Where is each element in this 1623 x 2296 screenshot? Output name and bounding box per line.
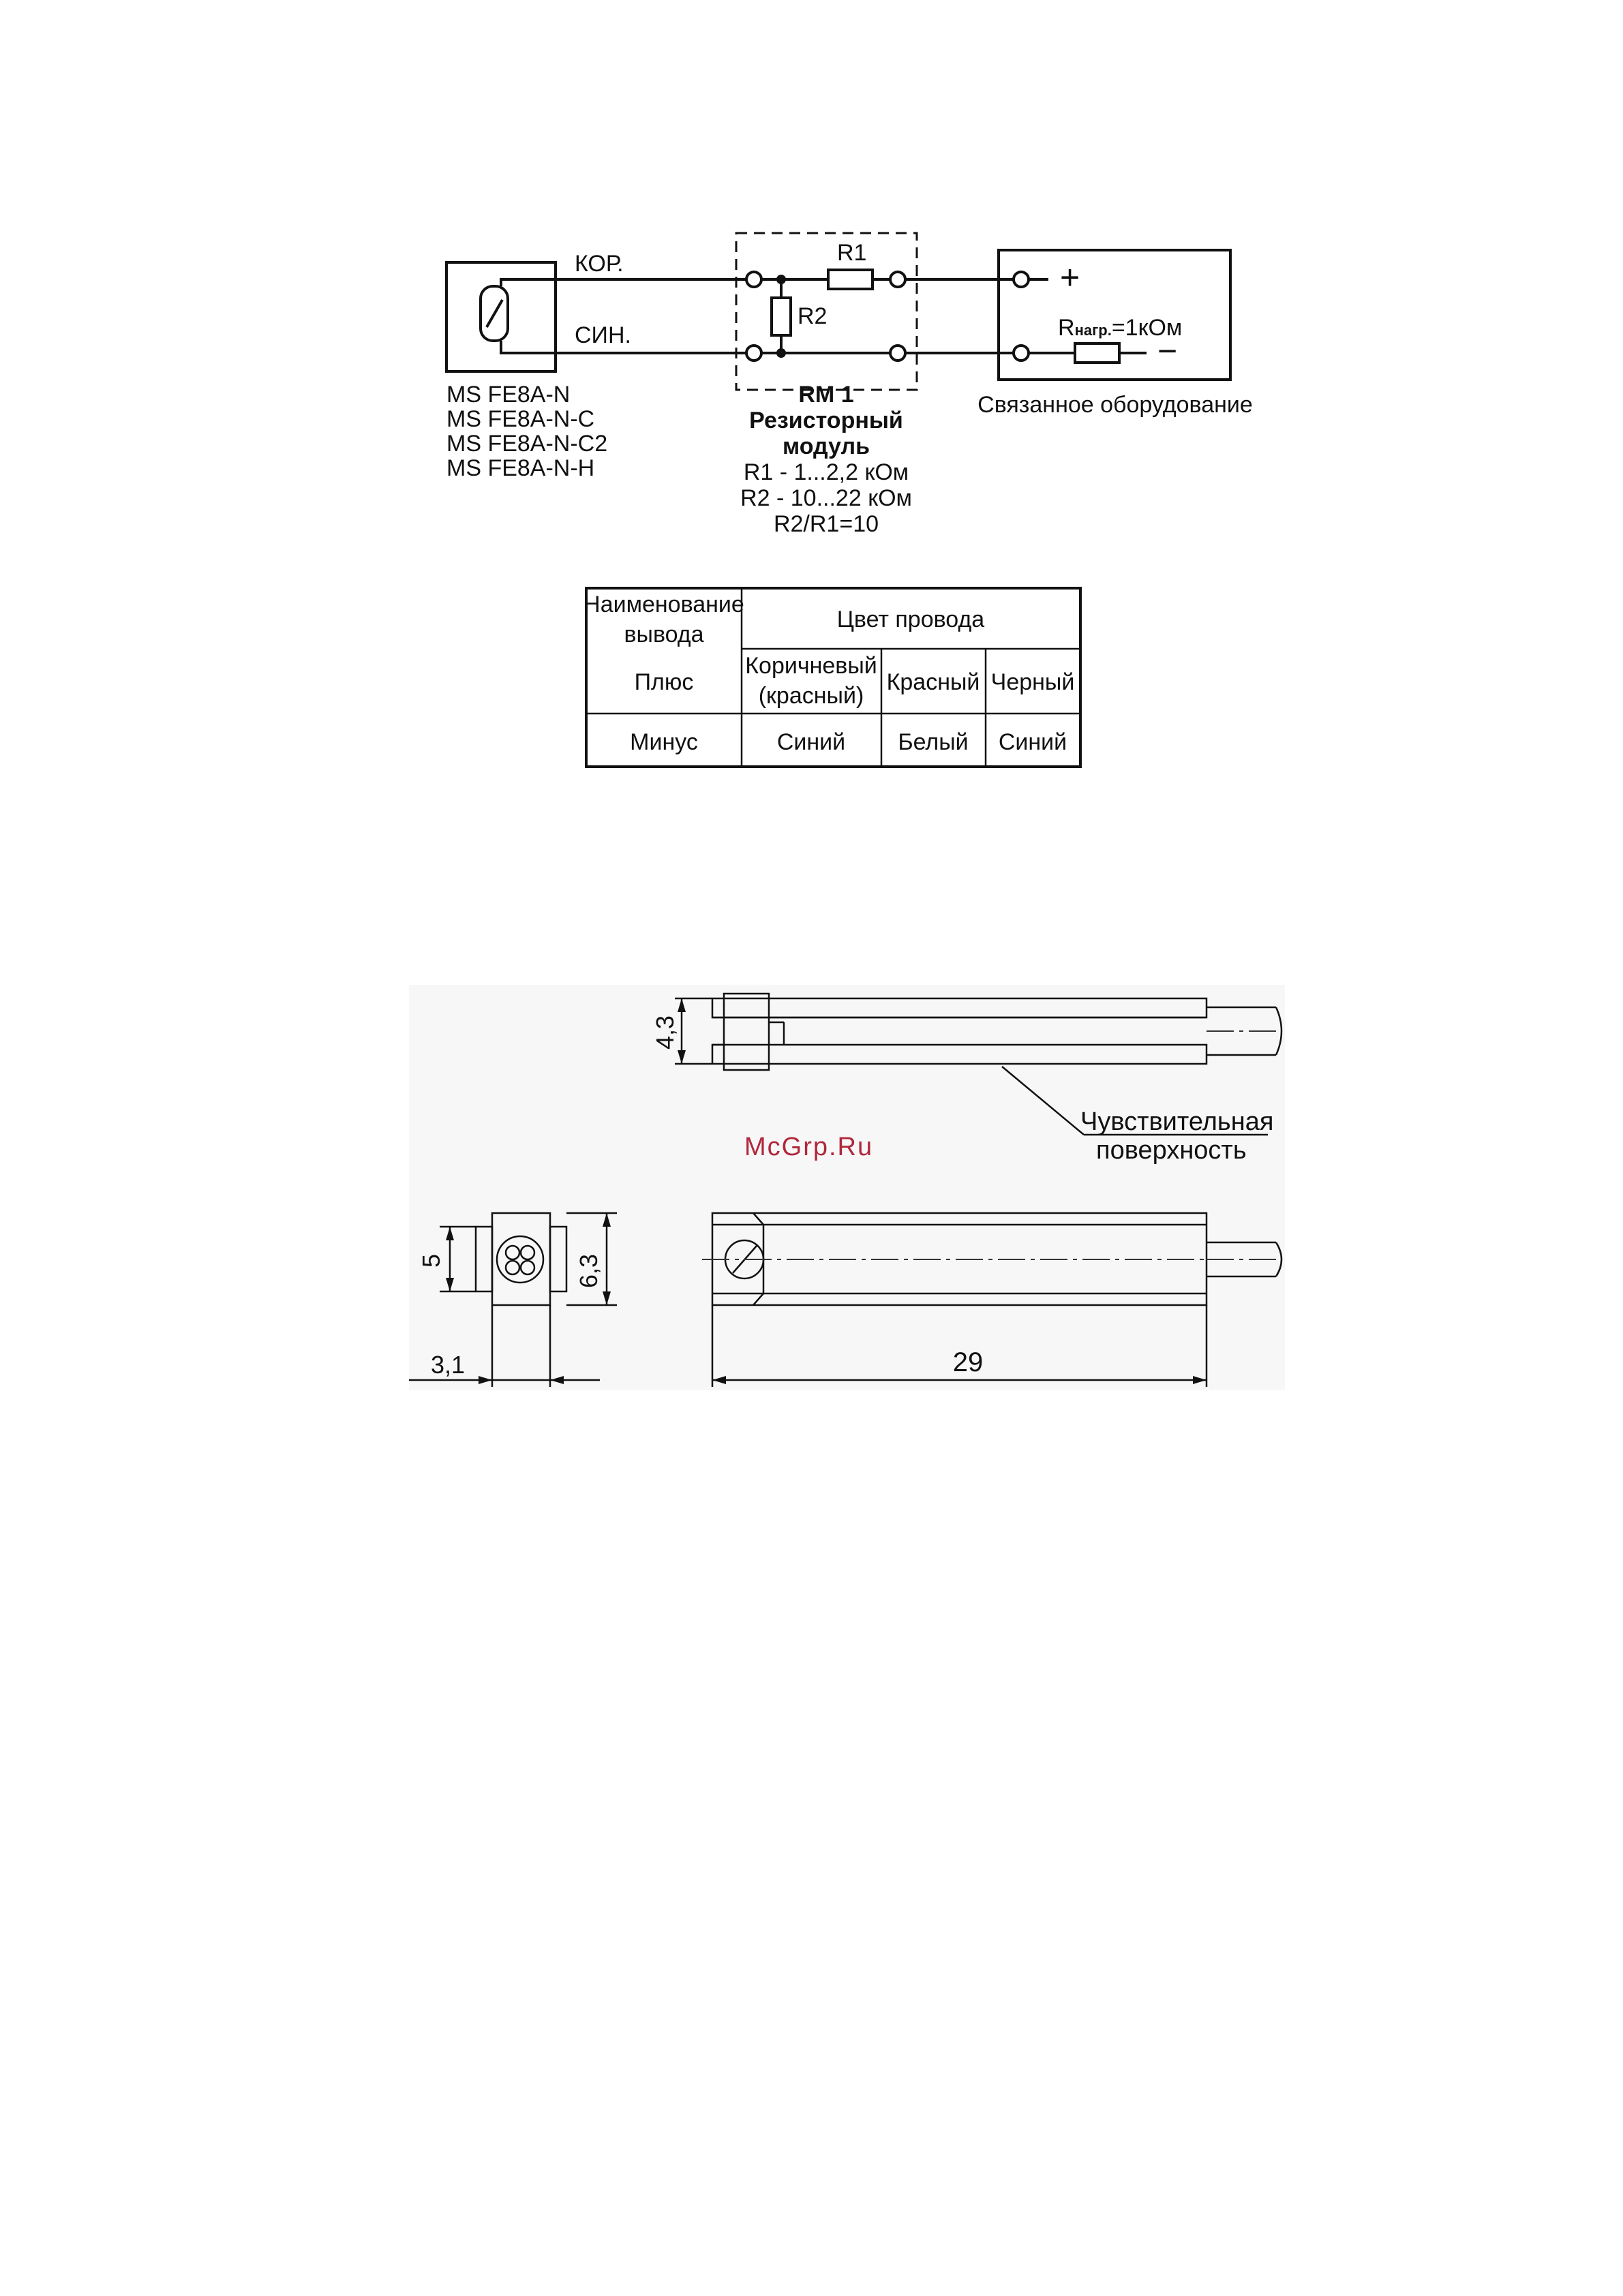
sensing-surface-label: поверхность [1096,1136,1247,1165]
dim-length: 29 [952,1347,984,1377]
watermark: McGrp.Ru [744,1133,874,1161]
reed-switch-symbol [481,286,508,341]
sensor-model: MS FE8A-N-H [446,455,595,481]
table-cell: Плюс [634,669,694,695]
module-spec-r1: R1 - 1...2,2 кОм [743,459,909,485]
wire-sin-label: СИН. [575,322,631,348]
wire-color-table [583,588,1080,767]
sensor-model: MS FE8A-N-C2 [446,431,608,457]
terminal [746,346,761,361]
dim-height-end: 6,3 [575,1253,603,1288]
resistor-r1-label: R1 [837,240,867,266]
table-cell: Минус [630,729,698,755]
table-cell: Коричневый [745,653,877,679]
table-header-name: вывода [624,622,704,647]
equipment-caption: Связанное оборудование [977,392,1253,418]
sensor-model: MS FE8A-N [446,382,571,408]
load-resistor [1075,343,1119,363]
terminal [890,346,905,361]
table-cell: (красный) [758,683,864,709]
module-title-line2: модуль [783,433,870,459]
table-header-name: Наименование [583,592,744,617]
load-label: Rнагр.=1кОм [1058,315,1183,341]
minus-sign: − [1157,332,1178,370]
module-spec-ratio: R2/R1=10 [773,511,879,537]
terminal [746,272,761,287]
wire-kor-label: КОР. [575,251,624,277]
plus-sign: + [1060,258,1080,296]
terminal [1014,272,1029,287]
dim-width-small: 5 [417,1253,445,1268]
dimension-drawing [409,985,1285,1390]
table-cell: Синий [998,729,1067,755]
sensing-surface-label: Чувствительная [1080,1107,1274,1136]
dim-height: 4,3 [651,1015,679,1050]
table-cell: Красный [886,669,980,695]
module-title-line1: Резисторный [749,408,903,433]
terminal [1014,346,1029,361]
table-cell: Черный [990,669,1075,695]
terminal [890,272,905,287]
table-cell: Белый [898,729,969,755]
module-spec-r2: R2 - 10...22 кОм [740,485,912,511]
wire-kor [501,279,750,286]
table-cell: Синий [776,729,846,755]
resistor-r2-label: R2 [798,303,828,329]
resistor-r2 [772,298,791,335]
dim-offset: 3,1 [431,1351,466,1379]
resistor-r1 [828,270,873,289]
module-name: RM 1 [798,382,854,408]
sensor-model: MS FE8A-N-C [446,406,595,432]
table-header-color: Цвет провода [836,607,985,632]
wiring-schematic [446,233,1253,537]
